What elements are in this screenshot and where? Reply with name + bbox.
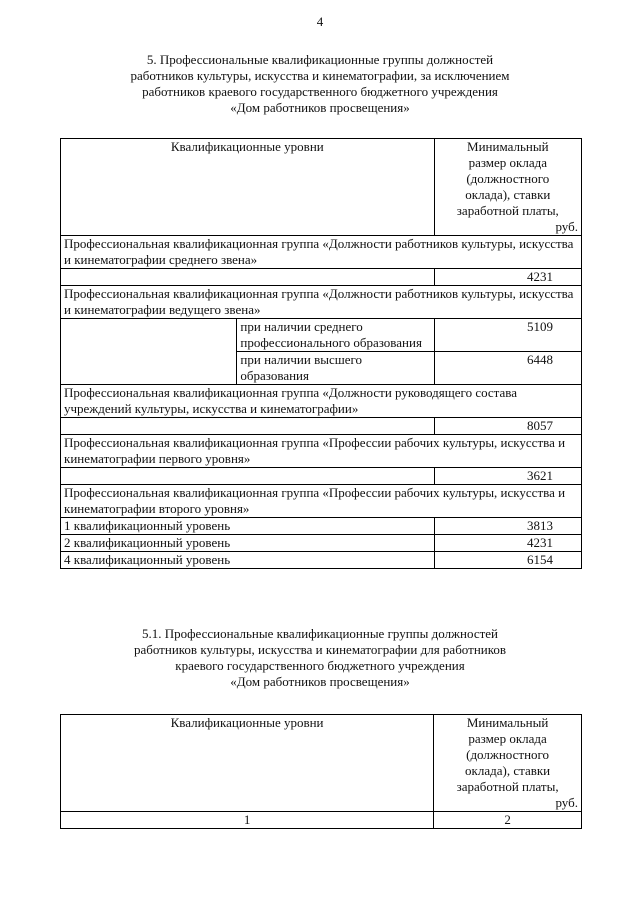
empty-cell	[61, 468, 435, 485]
group-name: Профессиональная квалификационная группа «Должности руководящего состава учреждений культуры, искусства и кинематографии»	[61, 385, 582, 418]
empty-cell	[61, 269, 435, 286]
header-min-salary	[434, 139, 581, 236]
salary-table-5-1	[60, 714, 582, 829]
table-row	[61, 468, 582, 485]
group-name: Профессиональная квалификационная группа «Профессии рабочих культуры, искусства и кинематографии второго уровня»	[61, 485, 582, 518]
column-number: 1	[61, 812, 434, 829]
header-line: Минимальный	[467, 139, 549, 154]
header-line: оклада), ставки	[465, 187, 551, 202]
table-row	[61, 418, 582, 435]
header-line: заработной платы,	[456, 203, 559, 218]
header-line: оклада), ставки	[465, 763, 551, 778]
title-line: краевого государственного бюджетного учреждения	[175, 658, 465, 673]
header-qualification-levels: Квалификационные уровни	[61, 715, 434, 812]
section-5-1-title	[60, 626, 580, 690]
title-line: «Дом работников просвещения»	[230, 100, 410, 115]
group-name: Профессиональная квалификационная группа «Должности работников культуры, искусства и кинематографии среднего звена»	[61, 236, 582, 269]
column-number: 2	[434, 812, 582, 829]
table-header-row	[61, 715, 582, 812]
table-row	[61, 435, 582, 468]
table-row	[61, 552, 582, 569]
table-row	[61, 385, 582, 418]
empty-cell	[61, 418, 435, 435]
table-header-row	[61, 139, 582, 236]
header-min-salary	[434, 715, 582, 812]
table-row	[61, 269, 582, 286]
header-qualification-levels: Квалификационные уровни	[61, 139, 435, 236]
salary-value: 8057	[434, 418, 581, 435]
table-row	[61, 319, 582, 352]
header-line: (должностного	[466, 171, 550, 186]
salary-value: 4231	[434, 269, 581, 286]
sub-level-label: при наличии высшего образования	[237, 352, 434, 385]
section-5-title	[60, 52, 580, 116]
empty-cell	[61, 319, 237, 385]
group-name: Профессиональная квалификационная группа «Должности работников культуры, искусства и кинематографии ведущего звена»	[61, 286, 582, 319]
title-line: 5.1. Профессиональные квалификационные группы должностей	[141, 626, 498, 641]
title-line: «Дом работников просвещения»	[230, 674, 410, 689]
header-line: (должностного	[466, 747, 550, 762]
salary-table-5	[60, 138, 582, 569]
salary-value: 3621	[434, 468, 581, 485]
group-name: Профессиональная квалификационная группа «Профессии рабочих культуры, искусства и кинематографии первого уровня»	[61, 435, 582, 468]
salary-value: 4231	[434, 535, 581, 552]
level-label: 1 квалификационный уровень	[61, 518, 435, 535]
page-number: 4	[316, 14, 324, 29]
header-line: Минимальный	[466, 715, 549, 730]
table-row	[61, 286, 582, 319]
salary-value: 6154	[434, 552, 581, 569]
table-row	[61, 236, 582, 269]
header-line: руб.	[555, 219, 578, 234]
level-label: 4 квалификационный уровень	[61, 552, 435, 569]
header-line: руб.	[555, 795, 578, 810]
level-label: 2 квалификационный уровень	[61, 535, 435, 552]
title-line: работников культуры, искусства и кинематографии для работников	[133, 642, 507, 657]
title-line: 5. Профессиональные квалификационные группы должностей	[146, 52, 494, 67]
table-row	[61, 535, 582, 552]
sub-level-label: при наличии среднего профессионального образования	[237, 319, 434, 352]
salary-value: 5109	[434, 319, 581, 352]
header-line: заработной платы,	[456, 779, 559, 794]
title-line: работников краевого государственного бюджетного учреждения	[142, 84, 498, 99]
salary-value: 3813	[434, 518, 581, 535]
table-row	[61, 518, 582, 535]
salary-value: 6448	[434, 352, 581, 385]
header-line: размер оклада	[468, 731, 547, 746]
header-line: размер оклада	[468, 155, 548, 170]
table-row	[61, 485, 582, 518]
title-line: работников культуры, искусства и кинематографии, за исключением	[130, 68, 510, 83]
column-number-row	[61, 812, 582, 829]
